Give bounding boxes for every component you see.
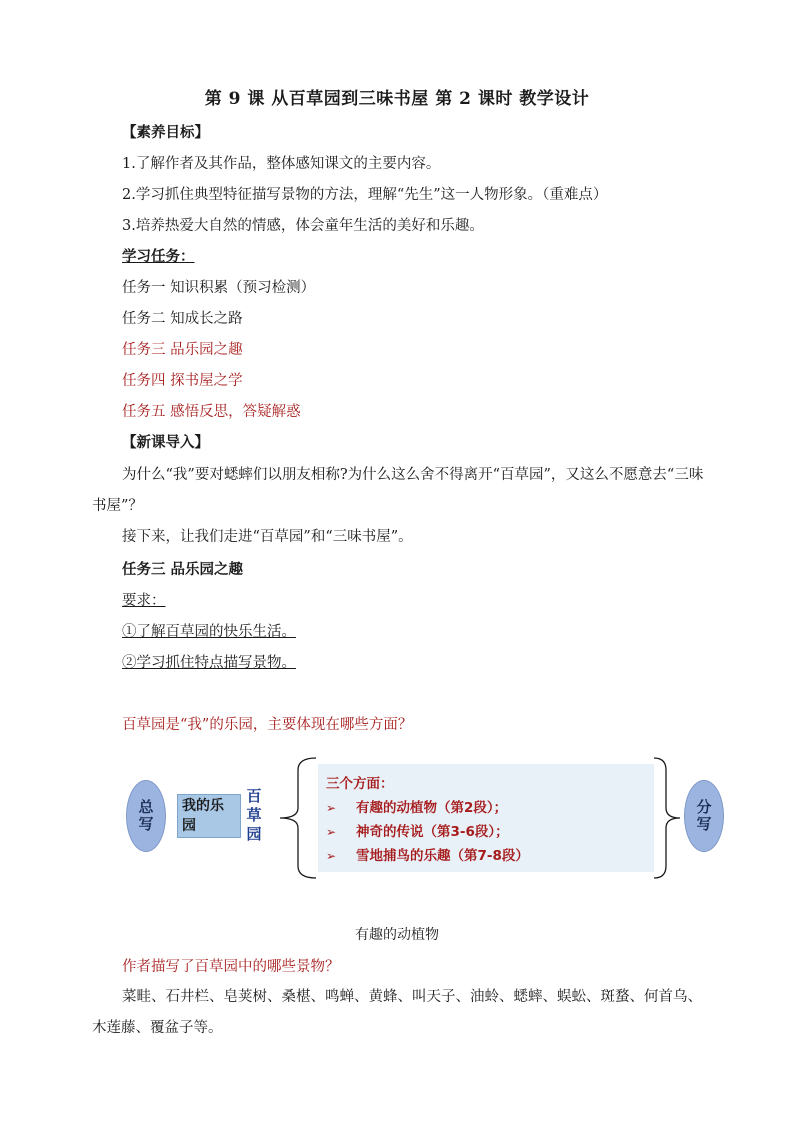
aspect-item-3-text: 雪地捕鸟的乐趣（第7-8段） [356, 848, 529, 864]
aspect-item-1-text: 有趣的动植物（第2段）； [356, 800, 508, 816]
intro-heading: 【新课导入】 [122, 434, 209, 451]
task-item-1: 任务一 知识积累（预习检测） [122, 280, 316, 296]
aspects-box [318, 764, 654, 872]
garden-vertical-label [245, 787, 263, 844]
task3-question: 百草园是“我”的乐园，主要体现在哪些方面？ [122, 717, 413, 733]
detail-circle-label: 分写 [694, 799, 713, 833]
goal-item-3: 3.培养热爱大自然的情感，体会童年生活的美好和乐趣。 [122, 218, 484, 234]
intro-paragraph-2-text: 接下来，让我们走进“百草园”和“三味书屋”。 [122, 529, 413, 545]
arrow-icon: ➢ [326, 849, 337, 863]
task3-heading: 任务三 品乐园之趣 [122, 561, 244, 578]
intro-paragraph-1-text: 为什么“我”要对蟋蟀们以朋友相称?为什么这么舍不得离开“百草园”，又这么不愿意去“三味书屋”？ [92, 467, 704, 514]
aspect-item-3 [326, 844, 646, 868]
task-item-3: 任务三 品乐园之趣 [122, 342, 243, 358]
requirements-label: 要求： [122, 593, 166, 609]
intro-paragraph-1 [92, 460, 712, 522]
aspect-item-2-text: 神奇的传说（第3-6段）； [356, 824, 509, 840]
aspect-item-1 [326, 796, 646, 820]
section-answer-text: 菜畦、石井栏、皂荚树、桑椹、鸣蝉、黄蜂、叫天子、油蛉、蟋蟀、蜈蚣、斑蝥、何首乌、木莲藤、覆盆子等。 [92, 989, 702, 1036]
aspects-heading: 三个方面： [326, 776, 394, 792]
garden-char-3: 园 [246, 825, 262, 843]
arrow-icon: ➢ [326, 801, 337, 815]
summary-circle [126, 780, 166, 852]
section-question: 作者描写了百草园中的哪些景物？ [122, 959, 340, 975]
summary-circle-label: 总写 [136, 799, 155, 833]
garden-char-2: 草 [246, 806, 262, 824]
task-item-4: 任务四 探书屋之学 [122, 373, 243, 389]
tasks-heading: 学习任务： [122, 248, 195, 265]
garden-box: 我的乐园 [177, 794, 241, 838]
task-item-5: 任务五 感悟反思，答疑解惑 [122, 404, 301, 420]
arrow-icon: ➢ [326, 825, 337, 839]
right-brace [652, 756, 682, 880]
requirement-1: ①了解百草园的快乐生活。 [122, 624, 296, 640]
detail-circle [684, 780, 724, 852]
section-answer [92, 982, 712, 1044]
intro-paragraph-2 [92, 522, 712, 553]
garden-char-1: 百 [246, 787, 262, 805]
aspect-item-2 [326, 820, 646, 844]
goal-item-1: 1.了解作者及其作品，整体感知课文的主要内容。 [122, 156, 441, 172]
left-brace [276, 756, 320, 880]
task-item-2: 任务二 知成长之路 [122, 311, 243, 327]
section-caption: 有趣的动植物 [355, 927, 439, 943]
literacy-goals-heading: 【素养目标】 [122, 124, 209, 141]
requirement-2: ②学习抓住特点描写景物。 [122, 655, 296, 671]
page-title: 第 9 课 从百草园到三味书屋 第 2 课时 教学设计 [204, 89, 590, 109]
goal-item-2: 2.学习抓住典型特征描写景物的方法，理解“先生”这一人物形象。（重难点） [122, 187, 608, 203]
